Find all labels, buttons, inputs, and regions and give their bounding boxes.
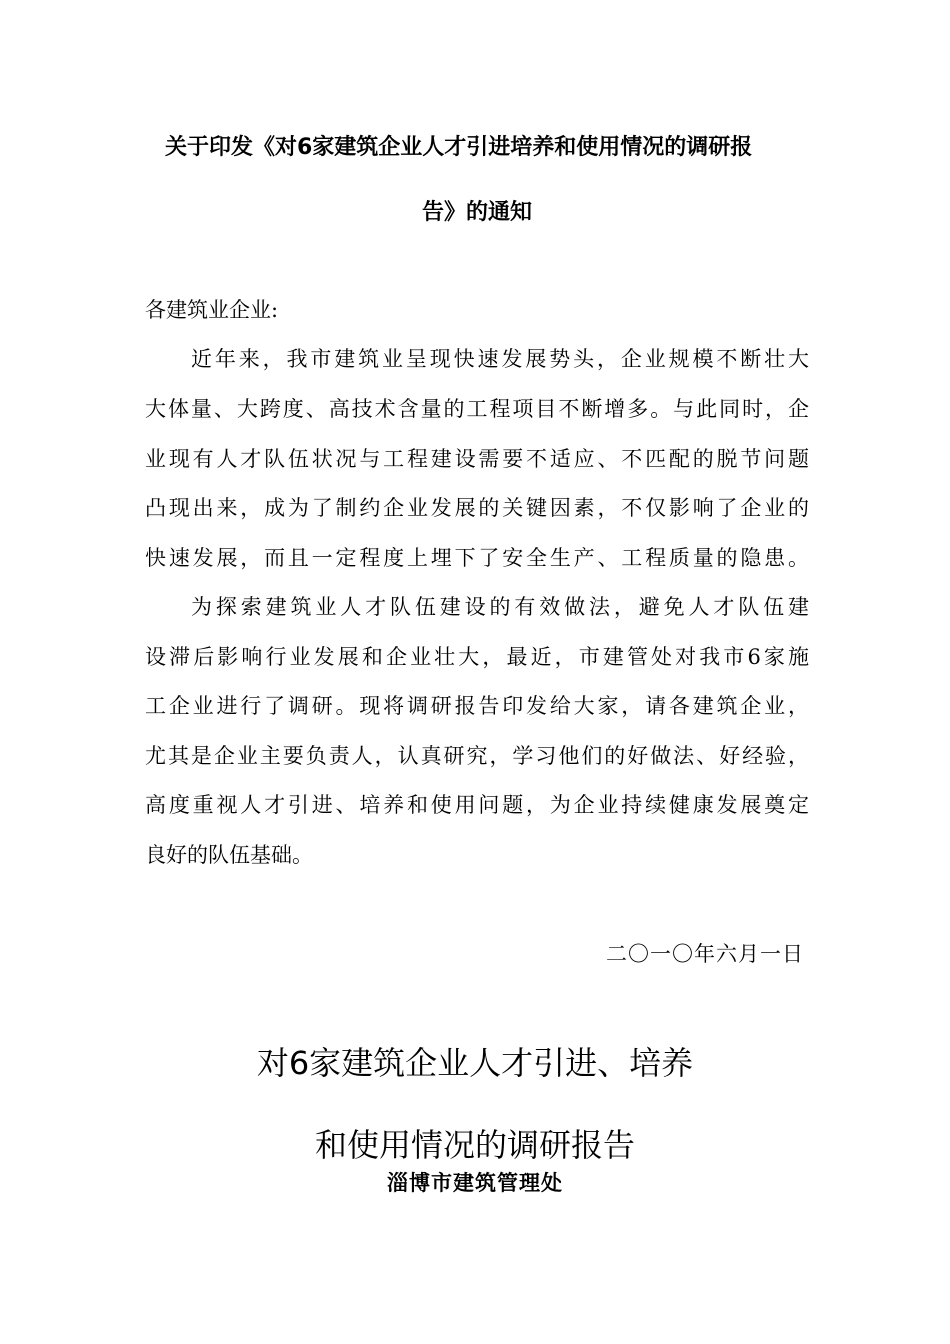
report-title-line-1: 对6家建筑企业人才引进、培养 <box>256 1044 694 1082</box>
paragraph-2-line: 尤其是企业主要负责人，认真研究，学习他们的好做法、好经验， <box>145 744 809 768</box>
salutation: 各建筑业企业: <box>145 298 279 322</box>
paragraph-1-line: 快速发展，而且一定程度上埋下了安全生产、工程质量的隐患。 <box>145 546 809 570</box>
paragraph-1-line: 业现有人才队伍状况与工程建设需要不适应、不匹配的脱节问题 <box>145 447 809 471</box>
notice-title-line-1: 关于印发《对6家建筑企业人才引进培养和使用情况的调研报 <box>165 135 753 160</box>
report-issuer: 淄博市建筑管理处 <box>387 1170 563 1195</box>
paragraph-2-line: 为探索建筑业人才队伍建设的有效做法，避免人才队伍建 <box>191 595 809 619</box>
paragraph-1-line: 凸现出来，成为了制约企业发展的关键因素，不仅影响了企业的 <box>145 496 809 520</box>
paragraph-1-line: 大体量、大跨度、高技术含量的工程项目不断增多。与此同时，企 <box>145 397 809 421</box>
report-title-line-2: 和使用情况的调研报告 <box>314 1126 635 1164</box>
paragraph-2-line: 工企业进行了调研。现将调研报告印发给大家，请各建筑企业， <box>145 694 809 718</box>
paragraph-1-line: 近年来，我市建筑业呈现快速发展势头，企业规模不断壮大 <box>191 347 809 371</box>
paragraph-2-line: 设滞后影响行业发展和企业壮大，最近，市建管处对我市6家施 <box>145 645 809 669</box>
paragraph-2-line: 高度重视人才引进、培养和使用问题，为企业持续健康发展奠定 <box>145 793 809 817</box>
notice-title-line-2: 告》的通知 <box>421 200 532 225</box>
paragraph-2-line: 良好的队伍基础。 <box>145 843 313 867</box>
notice-date: 二〇一〇年六月一日 <box>606 942 804 966</box>
